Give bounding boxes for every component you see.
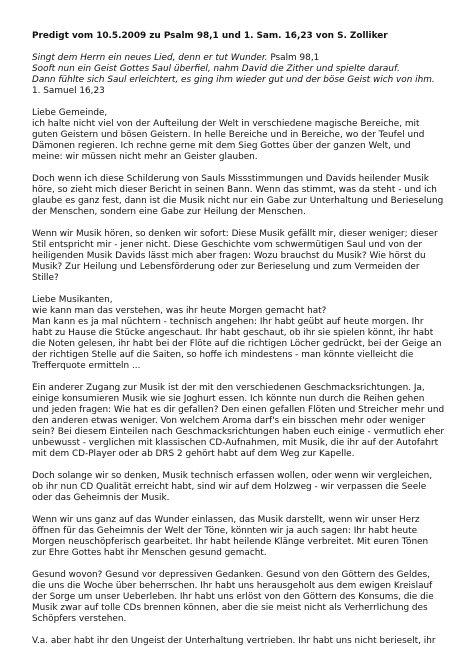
text-line: Wenn wir Musik hören, so denken wir sofort: Diese Musik gefällt mir, dieser weniger; dieser bbox=[32, 229, 438, 239]
text-line: Morgen neuschöpferisch gearbeitet. Ihr habt heilende Klänge verbreitet. Mit euren Tönen bbox=[32, 537, 429, 547]
text-line: wie kann man das verstehen, was ihr heute Morgen gemacht hat? bbox=[32, 306, 327, 316]
paragraph bbox=[32, 174, 444, 218]
scripture-reference: 1. Samuel 16,23 bbox=[32, 86, 105, 96]
text-line: der Menschen, sondern eine Gabe zur Heilung der Menschen. bbox=[32, 207, 306, 217]
text-line: Schöpfers verstehen. bbox=[32, 614, 127, 624]
text-line bbox=[32, 86, 426, 97]
text-line: Doch solange wir so denken, Musik technisch erfassen wollen, oder wenn wir vergleichen, bbox=[32, 471, 433, 481]
text-line: Trefferquote ermitteln ... bbox=[32, 361, 141, 371]
paragraph bbox=[32, 636, 436, 647]
text-line: Liebe Musikanten, bbox=[32, 295, 113, 305]
text-line: Gesund wovon? Gesund vor depressiven Gedanken. Gesund von den Göttern des Geldes, bbox=[32, 570, 430, 580]
text-line: meine: wir müssen nicht mehr an Geister glauben. bbox=[32, 152, 258, 162]
scripture-reference: Psalm 98,1 bbox=[267, 53, 320, 63]
paragraph bbox=[32, 570, 434, 625]
text-line: oder das Geheimnis der Musik. bbox=[32, 493, 170, 503]
text-line: den anderen etwas weniger. Von welchem Aroma darf's ein bisschen mehr oder weniger bbox=[32, 416, 425, 426]
text-line: die Noten gelesen, ihr habt bei der Flöte auf die richtigen Löcher gedrückt, bei der Geige an bbox=[32, 339, 442, 349]
paragraph bbox=[32, 295, 442, 372]
sermon-title: Predigt vom 10.5.2009 zu Psalm 98,1 und 1. Sam. 16,23 von S. Zolliker bbox=[32, 31, 388, 41]
text-line: einige konsumieren Musik wie sie Joghurt essen. Ich könnte nun durch die Reihen gehen bbox=[32, 394, 425, 404]
scripture-text: Singt dem Herrn ein neues Lied, denn er tut Wunder. bbox=[32, 53, 268, 63]
text-line: Stil entspricht mir - jener nicht. Diese Geschichte vom schwermütigen Saul und von der bbox=[32, 240, 423, 250]
scripture-text: Dann fühlte sich Saul erleichtert, es ging ihm wieder gut und der böse Geist wich von ihm. bbox=[32, 75, 435, 85]
text-line: Doch wenn ich diese Schilderung von Sauls Missstimmungen und Davids heilender Musik bbox=[32, 174, 429, 184]
text-line bbox=[32, 64, 426, 75]
text-line: sein? Bei diesem Einteilen nach Geschmacksrichtungen haben euch einige - vermutlich eher bbox=[32, 427, 444, 437]
paragraph bbox=[32, 229, 438, 284]
text-line: Stille? bbox=[32, 273, 59, 283]
sermon-body bbox=[32, 53, 445, 647]
text-line: die uns die Woche über beherrschen. Ihr habt uns herausgeholt aus dem ewigen Kreislauf bbox=[32, 581, 433, 591]
text-line: Musik? Zur Heilung und Lebensförderung oder zur Berieselung und zum Vermeiden der bbox=[32, 262, 420, 272]
paragraph bbox=[32, 515, 429, 559]
text-line: der richtigen Stelle auf die Saiten, so hoffe ich mindestens - man könnte vielleicht die bbox=[32, 350, 414, 360]
text-line: zur Ehre Gottes habt ihr Menschen gesund gemacht. bbox=[32, 548, 267, 558]
text-line: ich halte nicht viel von der Aufteilung der Welt in verschiedene magische Bereiche, mit bbox=[32, 119, 420, 129]
text-line: habt zu Hause die Stücke angeschaut. Ihr habt geschaut, ob ihr sie spielen könnt, ihr habt bbox=[32, 328, 434, 338]
text-line: Ein anderer Zugang zur Musik ist der mit den verschiedenen Geschmacksrichtungen. Ja, bbox=[32, 383, 425, 393]
paragraph bbox=[32, 383, 445, 460]
text-line bbox=[32, 53, 426, 64]
paragraph bbox=[32, 108, 426, 163]
text-line: heiligenden Musik Davids lässt mich aber fragen: Wozu brauchst du Musik? Wie hörst du bbox=[32, 251, 426, 261]
scripture-quote bbox=[32, 53, 435, 97]
text-line bbox=[32, 75, 435, 86]
text-line: Liebe Gemeinde, bbox=[32, 108, 108, 118]
text-line: Man kann es ja mal nüchtern - technisch angehen: Ihr habt geübt auf heute morgen. Ihr bbox=[32, 317, 424, 327]
text-line: Dämonen regieren. Ich rechne gerne mit dem Sieg Gottes über der ganzen Welt, und bbox=[32, 141, 411, 151]
text-line: glaube es ganz fest, dann ist die Musik nicht nur ein Gabe zur Unterhaltung und Berieselung bbox=[32, 196, 444, 206]
scripture-text: Sooft nun ein Geist Gottes Saul überfiel, nahm David die Zither und spielte darauf. bbox=[32, 64, 400, 74]
text-line: guten Geistern und bösen Geistern. In helle Bereiche und in Bereiche, wo der Teufel und bbox=[32, 130, 425, 140]
text-line: mit dem CD-Player oder ab DRS 2 gehört habt auf dem Weg zur Kapelle. bbox=[32, 449, 355, 459]
text-line: unbewusst - verglichen mit klassischen CD-Aufnahmen, mit Musik, die ihr auf der Autofahrt bbox=[32, 438, 439, 448]
text-line: höre, so zieht mich dieser Bericht in seinen Bann. Wenn das stimmt, was da steht - und ich bbox=[32, 185, 437, 195]
paragraph bbox=[32, 471, 433, 504]
text-line: Wenn wir uns ganz auf das Wunder einlassen, das Musik darstellt, wenn wir unser Herz bbox=[32, 515, 420, 525]
text-line: öffnen für das Geheimnis der Welt der Töne, könnten wir ja auch sagen: Ihr habt heute bbox=[32, 526, 418, 536]
text-line: V.a. aber habt ihr den Ungeist der Unterhaltung vertrieben. Ihr habt uns nicht berieselt, ihr bbox=[32, 636, 436, 646]
text-line: und jeden fragen: Wie hat es dir gefallen? Den einen gefallen Flöten und Streicher mehr und bbox=[32, 405, 445, 415]
text-line: der Sorge um unser Ueberleben. Ihr habt uns erlöst von den Göttern des Konsums, die die bbox=[32, 592, 434, 602]
text-line: ob ihr nun CD Qualität erreicht habt, sind wir auf dem Holzweg - wir verpassen die Seele bbox=[32, 482, 427, 492]
text-line: Musik zwar auf tolle CDs brennen können, aber die sie meist nicht als Verherrlichung des bbox=[32, 603, 428, 613]
